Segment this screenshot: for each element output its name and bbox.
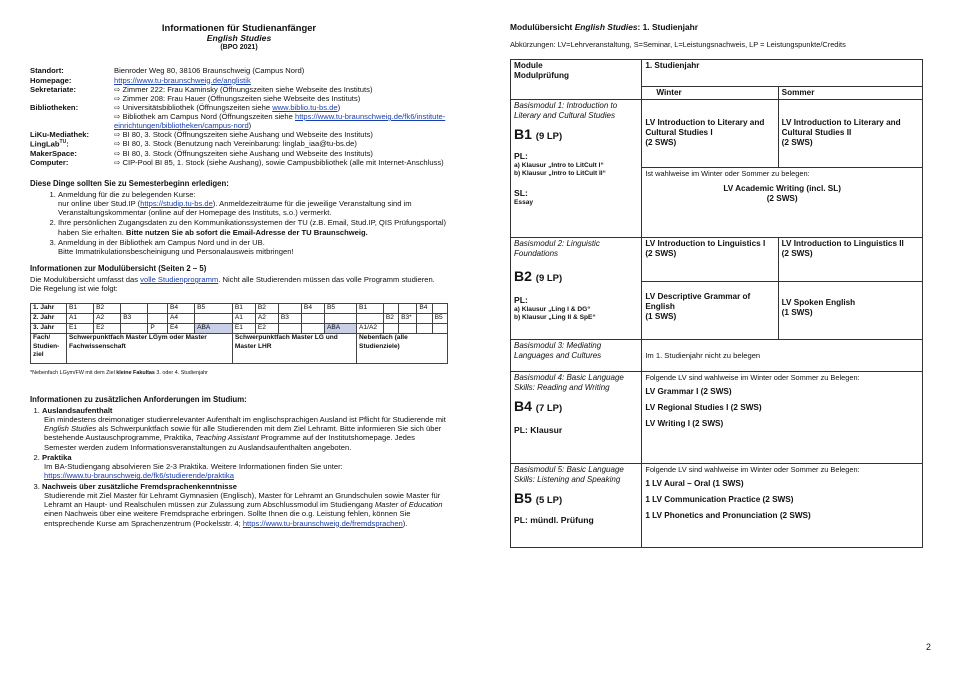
extra-item-ausland: 1. Auslandsaufenthalt Ein mindestens dreimonatiger studienrelevanter Aufenthalt im englischsprachigen Ausland ist Pflicht für Studierende mit English Studies als Schwerpunktfach sowie für alle Studierenden mit dem Ziel Lehramt. Bitte informieren Sie sich über bestehende Austauschprogramme, Praktika, Teaching Assistant Programme auf der Institutshomepage. Jedes Semester werden zudem Informationsveranstaltungen zu Auslandsaufenthalten angeboten.	[42, 406, 448, 452]
full-program-link[interactable]: volle Studienprogramm	[140, 274, 219, 284]
semester-cell: B1	[357, 304, 384, 314]
semester-table	[30, 303, 448, 364]
todo-heading: Diese Dinge sollten Sie zu Semesterbeginn erledigen:	[30, 179, 229, 189]
module-row-b1: Basismodul 1: Introduction to Literary and Cultural Studies B1 (9 LP) PL: a) Klausur „Intro to LitCult I“ b) Klausur „Intro to LitCult II“ SL: Essay LV Introduction to Literary and Cultural Studies I (2 SWS) LV Introduction to Literary and Cultural Studies II (2 SWS)	[511, 100, 923, 168]
semester-cell	[383, 304, 398, 314]
info-row-makerspace: MakerSpace: ⇨ BI 80, 3. Stock (Öffnungszeiten siehe Aushang und Webseite des Instituts)	[30, 149, 373, 158]
extra-item-praktika: 2. Praktika Im BA-Studiengang absolvieren Sie 2-3 Praktika. Weitere Informationen finden Sie unter: https://www.tu-braunschweig.de/fk6/studierende/praktika	[42, 453, 448, 481]
semester-foot-cell: Nebenfach (alle Studienziele)	[357, 334, 448, 364]
module-row-b3: Basismodul 3: Mediating Languages and Cultures Im 1. Studienjahr nicht zu belegen	[511, 340, 923, 372]
semester-cell: A1/A2	[357, 324, 384, 334]
info-row-mediathek: LiKu-Mediathek: ⇨ BI 80, 3. Stock (Öffnungszeiten siehe Aushang und Webseite des Instituts)	[30, 130, 373, 140]
semester-cell	[417, 314, 432, 324]
semester-row-label: 1. Jahr	[31, 304, 67, 314]
semester-cell: B4	[167, 304, 194, 314]
abbreviations: Abkürzungen: LV=Lehrveranstaltung, S=Seminar, L=Leistungsnachweis, LP = Leistungspunkte/Credits	[510, 40, 846, 50]
module-overview-title: Modulübersicht English Studies: 1. Studienjahr	[510, 22, 699, 32]
info-row-sekretariate: Sekretariate: ⇨ Zimmer 222: Frau Kaminsky (Öffnungszeiten siehe Webseite des Instituts) ⇨ Zimmer 208: Frau Hauer (Öffnungszeiten siehe Webseite des Instituts)	[30, 84, 373, 103]
semester-foot-cell: Fach/ Studien-ziel	[31, 334, 67, 364]
semester-cell	[324, 314, 356, 324]
overview-heading: Informationen zur Modulübersicht (Seiten 2 – 5)	[30, 264, 207, 274]
module-row-b4: Basismodul 4: Basic Language Skills: Reading and Writing B4 (7 LP) PL: Klausur Folgende LV sind wahlweise im Winter oder Sommer zu Belegen: LV Grammar I (2 SWS) LV Regional Studies I (2 SWS) LV Writing I (2 SWS)	[511, 372, 923, 464]
semester-cell: E1	[67, 324, 94, 334]
title-block	[30, 22, 448, 52]
ub-link[interactable]: www.biblio.tu-bs.de	[272, 102, 338, 112]
left-column	[30, 22, 448, 529]
extra-heading: Informationen zu zusätzlichen Anforderungen im Studium:	[30, 395, 247, 405]
info-row-bibliotheken: Bibliotheken: ⇨ Universitätsbibliothek (Öffnungszeiten siehe www.biblio.tu-bs.de) ⇨ Bibliothek am Campus Nord (Öffnungszeiten siehe https://www.tu-braunschweig.de/fk6/institute-einrichtungen/bibliotheken/campus-nord)	[30, 102, 446, 131]
module-header-row: Module Modulprüfung 1. Studienjahr	[511, 60, 923, 87]
semester-cell: E4	[167, 324, 194, 334]
info-table	[30, 66, 448, 167]
semester-cell	[383, 324, 398, 334]
semester-cell	[417, 324, 432, 334]
semester-cell: B5	[195, 304, 233, 314]
semester-cell: B3*	[399, 314, 417, 324]
semester-cell: ABA	[324, 324, 356, 334]
semester-row-label: 2. Jahr	[31, 314, 67, 324]
semester-foot-cell: Schwerpunktfach Master LG und Master LHR	[232, 334, 356, 364]
overview-text: Die Modulübersicht umfasst das volle Studienprogramm. Nicht alle Studierenden müssen das volle Programm studieren. Die Regelung ist wie folgt:	[30, 274, 435, 294]
semester-row	[31, 314, 448, 324]
semester-cell	[121, 324, 148, 334]
fremdsprachen-link[interactable]: https://www.tu-braunschweig.de/fremdsprachen	[242, 518, 403, 528]
season-header-row: Winter Sommer	[511, 87, 923, 100]
semester-cell: A4	[167, 314, 194, 324]
info-row-homepage: Homepage: https://www.tu-braunschweig.de/anglistik	[30, 75, 251, 85]
semester-row-label: 3. Jahr	[31, 324, 67, 334]
semester-cell: A1	[232, 314, 255, 324]
semester-foot-cell: Schwerpunktfach Master LGym oder Master Fachwissenschaft	[67, 334, 233, 364]
info-row-standort: Standort: Bienroder Weg 80, 38106 Braunschweig (Campus Nord)	[30, 66, 305, 76]
semester-cell: B3	[278, 314, 301, 324]
semester-cell: E2	[94, 324, 121, 334]
semester-cell: A2	[255, 314, 278, 324]
todo-item: 2. Ihre persönlichen Zugangsdaten zu den Kommunikationssystemen der TU (z.B. Email, Stud.IP, QIS Prüfungsportal) haben Sie erhalten. Bitte nutzen Sie ab sofort die Email-Adresse der TU Braunschweig.	[58, 218, 448, 237]
extra-item-fremdsprachen: 3. Nachweis über zusätzliche Fremdsprachenkenntnisse Studierende mit Ziel Master für Lehramt Gymnasien (Englisch), Master für Lehramt an Grundschulen sowie Master für Lehramt an Haupt- und Realschulen müssen zur Zulassung zum Abschlussmodul im Studiengang Master of Education einen Nachweis über eine weitere Fremdsprache erbringen. Sollte Ihnen die o.g. Leistung fehlen, können Sie entsprechende Kurse am Sprachenzentrum (Pockelsstr. 4; https://www.tu-braunschweig.de/fremdsprachen).	[42, 482, 448, 528]
semester-cell	[399, 304, 417, 314]
semester-cell	[148, 304, 168, 314]
module-row-b5: Basismodul 5: Basic Language Skills: Listening and Speaking B5 (5 LP) PL: mündl. Prüfung Folgende LV sind wahlweise im Winter oder Sommer zu Belegen: 1 LV Aural – Oral (1 SWS) 1 LV Communication Practice (2 SWS) 1 LV Phonetics and Pronunciation (2 SWS)	[511, 464, 923, 548]
semester-cell	[432, 324, 447, 334]
semester-cell: B1	[232, 304, 255, 314]
info-row-linglab: LingLab$^{TU}$: ⇨ BI 80, 3. Stock (Benutzung nach Vereinbarung: linglab_iaa@tu-bs.de)	[30, 139, 357, 149]
semester-cell: A2	[94, 314, 121, 324]
semester-cell: B2	[94, 304, 121, 314]
semester-row	[31, 324, 448, 334]
semester-cell	[278, 304, 301, 314]
page-subtitle: English Studies	[206, 33, 272, 44]
bpo-label: (BPO 2021)	[220, 43, 258, 51]
semester-foot-row	[31, 334, 448, 364]
semester-cell: P	[148, 324, 168, 334]
semester-cell: B2	[383, 314, 398, 324]
page-number: 2	[926, 642, 931, 652]
semester-cell	[195, 314, 233, 324]
todo-list	[44, 190, 448, 257]
page-title: Informationen für Studienanfänger	[161, 22, 317, 33]
semester-cell: B4	[301, 304, 324, 314]
semester-cell	[148, 314, 168, 324]
semester-row	[31, 304, 448, 314]
campus-library-link[interactable]: https://www.tu-braunschweig.de/fk6/institute-einrichtungen/bibliotheken/campus-nord	[114, 112, 446, 131]
semester-cell: E2	[255, 324, 278, 334]
homepage-link[interactable]: https://www.tu-braunschweig.de/anglistik	[114, 75, 251, 85]
semester-cell	[301, 314, 324, 324]
praktika-link[interactable]: https://www.tu-braunschweig.de/fk6/studierende/praktika	[44, 471, 234, 481]
semester-cell: ABA	[195, 324, 233, 334]
module-row-b2: Basismodul 2: Linguistic Foundations B2 (9 LP) PL: a) Klausur „Ling I & DG“ b) Klausur „Ling II & SpE“ LV Introduction to Linguistics I (2 SWS) LV Introduction to Linguistics II (2 SWS)	[511, 238, 923, 282]
module-table: Module Modulprüfung 1. Studienjahr Winter Sommer Basismodul 1: Introduction to Literary and Cultural Studies B1 (9 LP) PL: a) Klausur „Intro to LitCult I“ b) Klausur „Intro to LitCult II“ SL: Essay LV Introduction to Literary and Cultural Studies I (2 SWS) LV Introduction to Literary and Cultural Studies II (2 SWS) Ist wahlweise im Winter oder Sommer zu belegen: LV Academic Writing (incl. SL) (2 SWS) Basismodul 2: Linguistic Foundations B2 (9 LP) PL: a) Klausur „Ling I & DG“ b) Klausur „Ling II & SpE“ LV Introduction to Linguistics I (2 SWS) LV Introduction to Linguistics II (2 SWS) LV Descriptive Grammar of English (1 SWS) LV Spoken English (1 SWS) Basismodul 3: Mediating Languages and Cultures Im 1. Studienjahr nicht zu belegen Basismodul 4: Basic Language Skills: Reading and Writing B4 (7 LP) PL: Klausur Folgende LV sind wahlweise im Winter oder Sommer zu Belegen: LV Grammar I (2 SWS) LV Regional Studies I (2 SWS) LV Writing I (2 SWS) Basismodul 5: Basic Language Skills: Listening and Speaking B5 (5 LP) PL: mündl. Prüfung Folgende LV sind wahlweise im Winter oder Sommer zu Belegen: 1 LV Aural – Oral (1 SWS) 1 LV Communication Practice (2 SWS) 1 LV Phonetics and Pronunciation (2 SWS)	[510, 59, 923, 548]
semester-cell: A1	[67, 314, 94, 324]
semester-cell: B5	[432, 314, 447, 324]
semester-cell: E1	[232, 324, 255, 334]
info-row-computer: Computer: ⇨ CIP-Pool BI 85, 1. Stock (siehe Aushang), sowie Campusbibliothek (alle mit Internet-Anschluss)	[30, 158, 444, 168]
studip-link[interactable]: https://studip.tu-bs.de	[140, 198, 213, 208]
semester-cell	[399, 324, 417, 334]
semester-cell	[432, 304, 447, 314]
semester-cell: B1	[67, 304, 94, 314]
semester-cell: B5	[324, 304, 356, 314]
right-column	[510, 22, 926, 548]
semester-cell	[121, 304, 148, 314]
semester-cell: B3	[121, 314, 148, 324]
semester-cell	[357, 314, 384, 324]
extra-list	[30, 406, 448, 528]
semester-cell	[301, 324, 324, 334]
semester-cell: B4	[417, 304, 432, 314]
semester-footnote: *Nebenfach LGym/FW mit dem Ziel kleine Fakultas 3. oder 4. Studienjahr	[30, 370, 208, 377]
semester-cell	[278, 324, 301, 334]
semester-cell: B2	[255, 304, 278, 314]
todo-item: 1. Anmeldung für die zu belegenden Kurse: nur online über Stud.IP (https://studip.tu-bs.de). Anmeldezeiträume für die jeweilige Veranstaltung sind im Veranstaltungskommentar (online auf der Homepage des Instituts, s.o.) vermerkt.	[58, 190, 448, 218]
todo-item: 3. Anmeldung in der Bibliothek am Campus Nord und in der UB. Bitte Immatrikulationsbescheinigung und Personalausweis mitbringen!	[58, 238, 448, 257]
